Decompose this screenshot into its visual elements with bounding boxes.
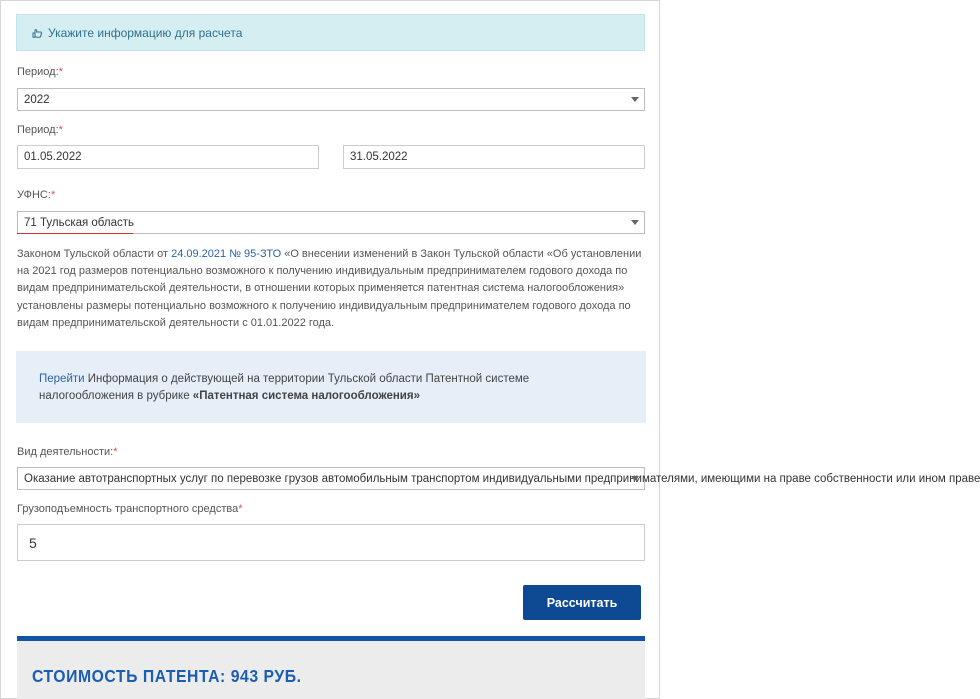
capacity-input[interactable]: 5 <box>17 524 645 561</box>
law-description <box>17 246 647 332</box>
ufns-value: 71 Тульская область <box>24 216 134 229</box>
activity-label: Вид деятельности:* <box>17 446 118 458</box>
capacity-label: Грузоподъемность транспортного средства* <box>17 503 243 515</box>
calculate-button[interactable]: Рассчитать <box>523 585 641 620</box>
law-prefix: Законом Тульской области от <box>17 248 169 260</box>
patent-info-notice <box>16 351 646 423</box>
notice-bold: «Патентная система налогообложения» <box>192 390 420 402</box>
ufns-underline <box>17 233 133 234</box>
ufns-select[interactable] <box>17 211 645 234</box>
date-from-input[interactable]: 01.05.2022 <box>17 145 319 169</box>
activity-select[interactable] <box>17 467 980 490</box>
result-panel <box>17 636 645 699</box>
activity-value: Оказание автотранспортных услуг по перевозке грузов автомобильным транспортом индивидуальными предпринимателями, имеющими на праве собственности или ином праве <box>24 472 980 485</box>
chevron-down-icon <box>631 97 639 102</box>
notice-text: Информация о действующей на территории Тульской области Патентной системе налогообложения в рубрике <box>39 373 530 402</box>
chevron-down-icon <box>631 476 639 481</box>
info-banner-text: Укажите информацию для расчета <box>48 25 243 40</box>
period-year-value: 2022 <box>24 93 50 106</box>
chevron-down-icon <box>631 220 639 225</box>
period-year-select[interactable] <box>17 88 645 111</box>
hand-pointer-icon <box>32 27 44 39</box>
period-year-label: Период:* <box>17 66 63 78</box>
notice-link[interactable]: Перейти <box>39 373 85 385</box>
ufns-label: УФНС:* <box>17 189 56 201</box>
law-link[interactable]: 24.09.2021 № 95-ЗТО <box>171 248 282 260</box>
law-text: «О внесении изменений в Закон Тульской области «Об установлении на 2021 год размеров потенциально возможного к получению индивидуальным предпринимателем годового дохода по видам предпринимательской деятельности, в отношении которых применяется патентная система налогообложения» установлены размеры потенциально возможного к получению индивидуальным предпринимателем годового дохода по видам предпринимательской деятельности с 01.01.2022 года. <box>17 248 642 329</box>
info-banner <box>16 14 645 51</box>
patent-cost-result: СТОИМОСТЬ ПАТЕНТА: 943 РУБ. <box>32 666 302 686</box>
date-to-input[interactable]: 31.05.2022 <box>343 145 645 169</box>
period-dates-label: Период:* <box>17 124 63 136</box>
